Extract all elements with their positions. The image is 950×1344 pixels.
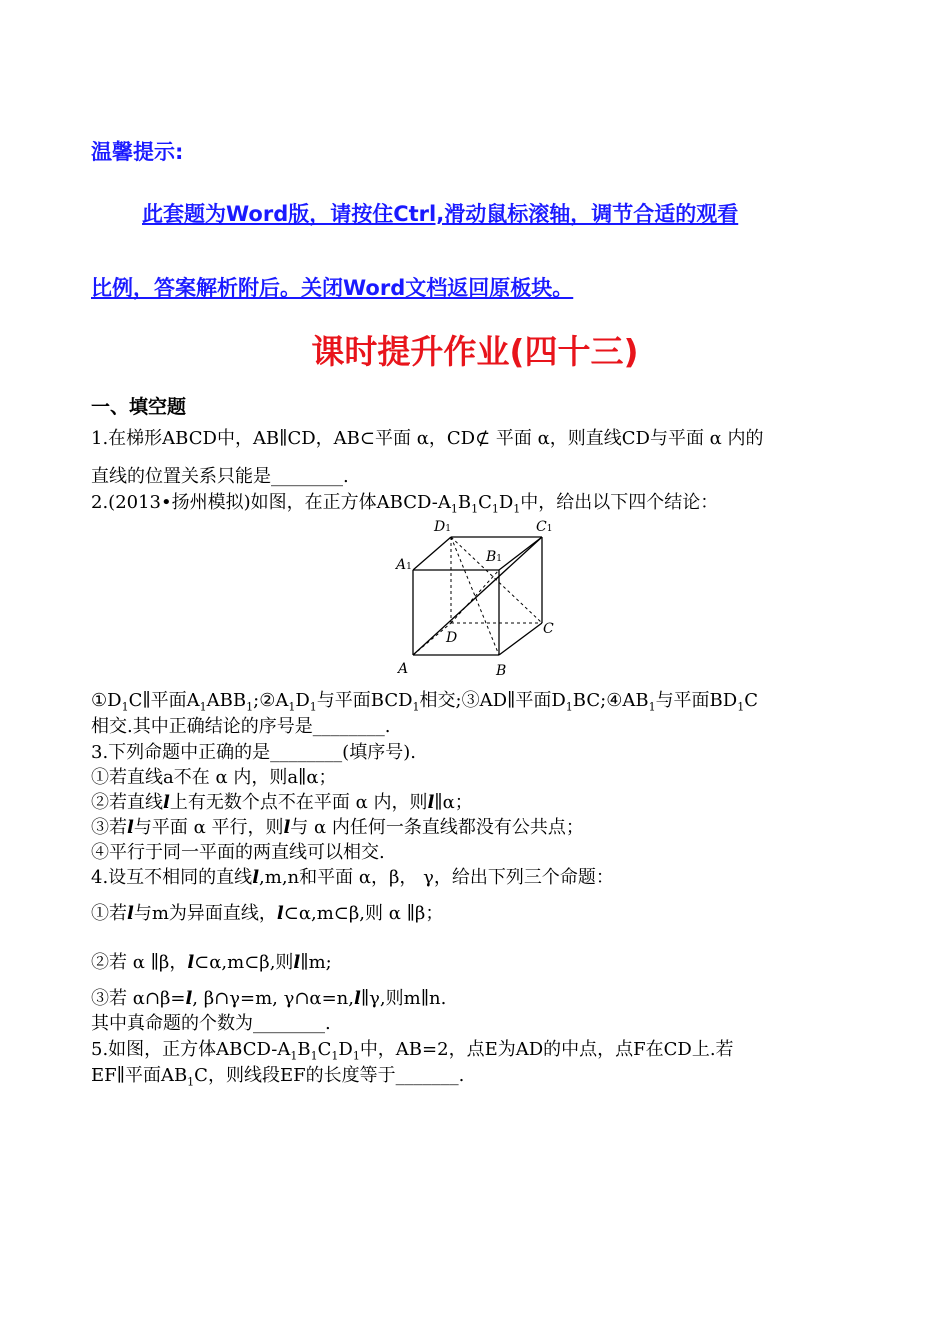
tip-text-line-1[interactable]: 此套题为Word版，请按住Ctrl,滑动鼠标滚轴，调节合适的观看 — [142, 202, 739, 226]
tip-heading: 温馨提示: — [91, 140, 184, 164]
q2-tail: 相交.其中正确结论的序号是________. — [91, 716, 391, 737]
q2-intro-end: 中，给出以下四个结论： — [520, 492, 719, 513]
q1-line-1: 1.在梯形ABCD中，AB∥CD，AB⊂平面 α，CD⊄ 平面 α，则直线CD与平面 α 内的 — [91, 428, 764, 449]
label-B: B — [496, 663, 507, 679]
q3-option-4: ④平行于同一平面的两直线可以相交. — [91, 842, 385, 863]
q5-line-2: EF∥平面$AB_1C$，则线段EF的长度等于_______. — [91, 1065, 465, 1089]
label-C: C — [543, 621, 554, 637]
q3-option-1: ①若直线a不在 α 内，则a∥α； — [91, 767, 337, 788]
label-B1: B1 — [486, 549, 503, 565]
subscript: 1 — [513, 502, 521, 516]
q4-option-1: ①若l与m为异面直线，l⊂α,m⊂β,则 α ∥β； — [91, 903, 444, 924]
subscript: 1 — [471, 502, 479, 516]
q4-option-3: ③若 α∩β=l, β∩γ=m, γ∩α=n,l∥γ,则m∥n. — [91, 988, 447, 1009]
q3-option-3: ③若l与平面 α 平行，则l与 α 内任何一条直线都没有公共点； — [91, 817, 584, 838]
q2-intro: 2.(2013•扬州模拟)如图，在正方体ABCD-$A_1B_1C_1D_1$中，给出以下四个结论： — [91, 492, 719, 516]
q5-line-1: 5.如图，正方体ABCD-$A_1B_1C_1D_1$中，AB=2，点E为AD的中点，点F在CD上.若 — [91, 1039, 734, 1063]
subscript: 1 — [450, 502, 458, 516]
q4-option-2: ②若 α ∥β，l⊂α,m⊂β,则l∥m; — [91, 952, 332, 973]
page-title: 课时提升作业(四十三) — [311, 332, 639, 371]
q2-intro-text: 2.(2013•扬州模拟)如图，在正方体ABCD-A — [91, 492, 451, 513]
q3-stem: 3.下列命题中正确的是________(填序号). — [91, 742, 416, 763]
subscript: 1 — [491, 502, 499, 516]
q3-option-2: ②若直线l上有无数个点不在平面 α 内，则l∥α； — [91, 792, 473, 813]
cube-figure — [390, 515, 565, 685]
q1-line-2: 直线的位置关系只能是________. — [91, 466, 349, 487]
label-C1: C1 — [536, 519, 553, 535]
tip-text-line-2[interactable]: 比例，答案解析附后。关闭Word文档返回原板块。 — [91, 276, 574, 300]
q4-tail: 其中真命题的个数为________. — [91, 1013, 331, 1034]
section-heading: 一、填空题 — [91, 396, 187, 418]
q4-stem: 4.设互不相同的直线l,m,n和平面 α，β， γ，给出下列三个命题： — [91, 867, 614, 888]
q2-options: $①D_1C\parallel$平面$A_1ABB_1;②A_1D_1$与平面$BCD_1$相交;③AD∥平面$D_1BC;④AB_1$与平面$BD_1C$ — [91, 690, 759, 714]
label-D: D — [446, 630, 458, 646]
label-A: A — [398, 661, 409, 677]
label-D1: D1 — [434, 519, 451, 535]
label-A1: A1 — [396, 557, 412, 573]
